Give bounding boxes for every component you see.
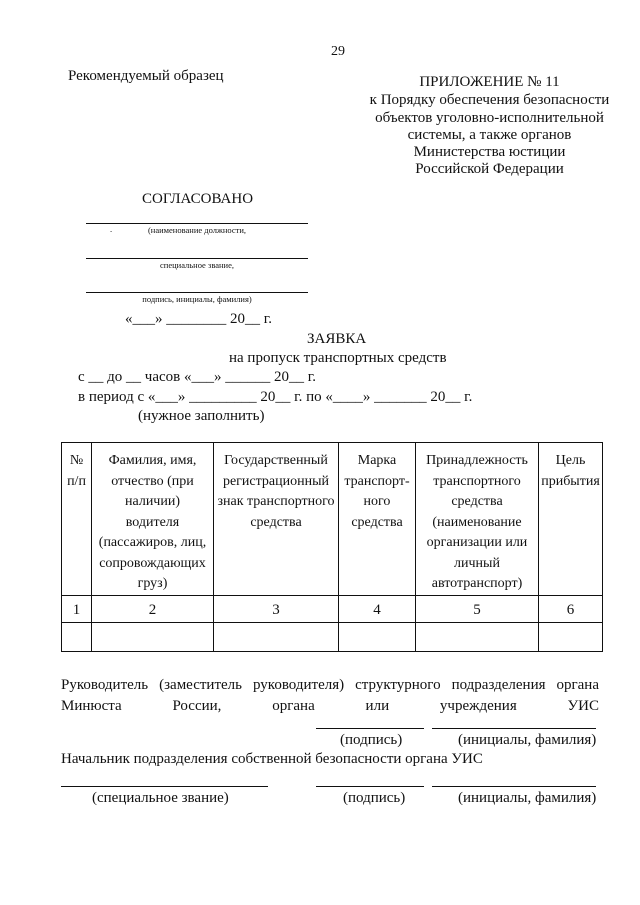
request-subtitle: на пропуск транспортных средств: [229, 350, 447, 366]
appendix-line: объектов уголовно-исполнительной: [375, 110, 604, 126]
header-text: Государственный: [224, 453, 328, 468]
header-cell-number: [62, 443, 92, 596]
request-title: ЗАЯВКА: [307, 331, 367, 347]
security-signature-line: [316, 786, 424, 787]
header-text: транспортного: [433, 473, 521, 489]
caption-dot: .: [110, 224, 113, 234]
appendix-line: Российской Федерации: [415, 161, 564, 177]
rank-line: [86, 258, 308, 259]
head-initials-label: (инициалы, фамилия): [458, 732, 597, 748]
column-number: 6: [539, 595, 603, 623]
appendix-line: Министерства юстиции: [413, 144, 566, 160]
header-text: транспорт-: [344, 473, 410, 489]
header-text: регистрационный: [222, 473, 330, 489]
header-text: отчество (при: [111, 473, 194, 489]
column-number: 5: [416, 595, 539, 623]
page-number: 29: [331, 44, 345, 59]
request-note: (нужное заполнить): [138, 408, 265, 424]
table-column-numbers-row: [62, 595, 603, 623]
position-line: [86, 223, 308, 224]
header-cell-driver: [92, 443, 214, 596]
security-signature-label: (подпись): [343, 790, 406, 806]
approval-date: «___» ________ 20__ г.: [125, 311, 272, 327]
recommended-sample-label: Рекомендуемый образец: [68, 68, 224, 84]
header-text: Цель: [555, 453, 586, 468]
security-head-text: Начальник подразделения собственной безопасности органа УИС: [61, 751, 483, 767]
position-caption: (наименование должности,: [147, 225, 247, 235]
rank-signature-line: [61, 786, 268, 787]
column-number: 1: [62, 595, 92, 623]
table-cell: [92, 623, 214, 652]
table-cell: [214, 623, 339, 652]
head-signature-label: (подпись): [340, 732, 403, 748]
rank-label: (специальное звание): [92, 790, 229, 806]
head-initials-line: [432, 728, 596, 729]
header-text: средства: [250, 514, 302, 530]
head-signature-line: [316, 728, 424, 729]
header-text: знак транспортного: [217, 494, 335, 509]
request-hours-line: с __ до __ часов «___» ______ 20__ г.: [78, 369, 316, 385]
header-text: сопровождающих: [99, 555, 206, 571]
header-text: груз): [137, 576, 168, 591]
header-text: ного: [363, 494, 391, 509]
header-text: организации или: [426, 535, 528, 550]
rank-caption: специальное звание,: [160, 260, 234, 270]
column-number: 4: [339, 595, 416, 623]
header-text: водителя: [125, 514, 180, 530]
table-cell: [539, 623, 603, 652]
header-text: прибытия: [541, 473, 600, 489]
header-text: Фамилия, имя,: [108, 453, 197, 468]
header-cell-make: [339, 443, 416, 596]
table-row: [62, 623, 603, 652]
header-text: средства: [451, 494, 503, 509]
header-text: Принадлежность: [426, 453, 528, 468]
table-cell: [62, 623, 92, 652]
header-cell-purpose: [539, 443, 603, 596]
column-number: 3: [214, 595, 339, 623]
signature-line: [86, 292, 308, 293]
appendix-line: к Порядку обеспечения безопасности: [369, 92, 610, 108]
header-cell-ownership: [416, 443, 539, 596]
signature-caption: подпись, инициалы, фамилия): [142, 294, 252, 304]
header-text: личный: [454, 555, 500, 571]
header-text: автотранспорт): [431, 576, 523, 591]
security-initials-line: [432, 786, 596, 787]
table-cell: [416, 623, 539, 652]
header-text: наличии): [125, 494, 180, 509]
head-signature-text: Руководитель (заместитель руководителя) структурного подразделения органа Минюста России, органа или учреждения УИС: [61, 677, 599, 714]
appendix-line: системы, а также органов: [407, 127, 572, 143]
header-text: №: [69, 453, 84, 468]
header-text: средства: [351, 514, 403, 530]
vehicles-table: [61, 442, 603, 652]
table-header-row: [62, 443, 603, 596]
header-text: п/п: [67, 473, 86, 489]
security-initials-label: (инициалы, фамилия): [458, 790, 597, 806]
appendix-title: ПРИЛОЖЕНИЕ № 11: [419, 74, 560, 90]
table-cell: [339, 623, 416, 652]
approval-title: СОГЛАСОВАНО: [142, 191, 254, 207]
header-text: Марка: [357, 453, 397, 468]
header-text: (наименование: [432, 514, 522, 530]
header-cell-plate: [214, 443, 339, 596]
request-period-line: в период с «___» _________ 20__ г. по «____» _______ 20__ г.: [78, 389, 473, 405]
header-text: (пассажиров, лиц,: [98, 535, 207, 550]
column-number: 2: [92, 595, 214, 623]
